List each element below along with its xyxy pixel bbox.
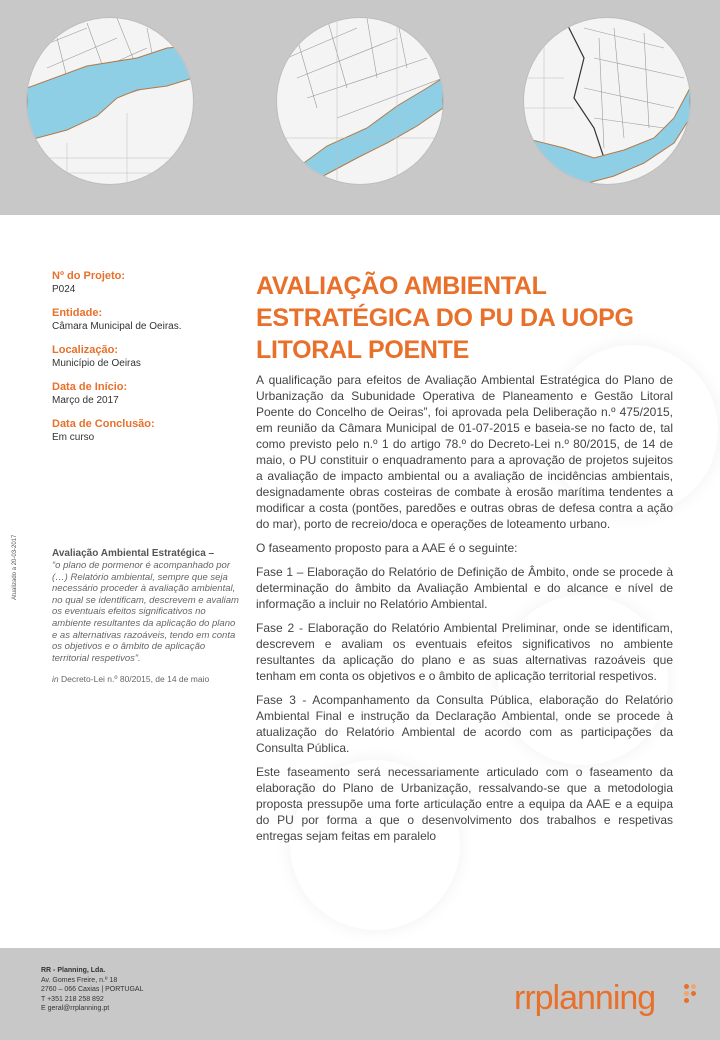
quote-source-prefix: in: [52, 674, 59, 685]
page-title: AVALIAÇÃO AMBIENTAL ESTRATÉGICA DO PU DA UOPG LITORAL POENTE: [256, 272, 634, 364]
company-postcode: 2760 – 066 Caxias | PORTUGAL: [41, 986, 144, 994]
logo-dots-icon: [684, 984, 700, 1006]
meta-value: Março de 2017: [52, 395, 119, 406]
meta-value: Em curso: [52, 432, 95, 443]
meta-end-date: [52, 418, 232, 444]
company-phone: T +351 218 258 892: [41, 995, 104, 1003]
paragraph: A qualificação para efeitos de Avaliação Ambiental Estratégica do Plano de Urbanização da Subunidade Operativa de Planeamento e Gestão Litoral Poente do Concelho de Oeiras”, foi aprovada pela Deliberação n.º 475/2015, em reunião da Câmara Municipal de 01-07-2015 e baseia-se no facto de, tal como previsto pelo n.º 1 do artigo 78.º do Decreto-Lei n.º 80/2015, de 14 de maio, o PU constituir o enquadramento para a aprovação de projetos sujeitos a avaliação de impacto ambiental ou a avaliação de incidências ambientais, designadamente obras costeiras de combate à erosão marítima tendentes a modificar a costa (pontões, paredões e outras obras de defesa contra a ação do mar), porto de recreio/doca e operações de loteamento urbano.: [256, 373, 673, 531]
quote-source-text: Decreto-Lei n.º 80/2015, de 14 de maio: [61, 674, 210, 685]
legal-quote: [52, 548, 242, 684]
logo-text: rrplanning: [514, 979, 656, 1017]
footer: [0, 948, 720, 1040]
company-contact: [41, 966, 143, 1014]
paragraph: Fase 1 – Elaboração do Relatório de Definição de Âmbito, onde se procede à determinação do âmbito da Avaliação Ambiental e do alcance e nível de informação a incluir no Relatório Ambiental.: [256, 565, 673, 611]
meta-project-number: [52, 270, 232, 296]
paragraph: Fase 2 - Elaboração do Relatório Ambiental Preliminar, onde se identificam, descrevem e avaliam os eventuais efeitos significativos no ambiente resultantes da aplicação do plano e as suas alternativas razoáveis que tenham em conta os objetivos e o âmbito de aplicação territorial respetivos.: [256, 621, 673, 683]
paragraph: Este faseamento será necessariamente articulado com o faseamento da elaboração do Plano de Urbanização, ressalvando-se que a metodologia proposta pressupõe uma forte articulação entre a equipa da AAE e a equipa do PU por forma a que o desenvolvimento dos trabalhos e respetivas entregas sejam feitas em paralelo: [256, 765, 673, 843]
meta-value: Município de Oeiras: [52, 358, 141, 369]
meta-label: Data de Conclusão:: [52, 418, 155, 430]
meta-value: P024: [52, 284, 76, 295]
meta-entity: [52, 307, 232, 333]
quote-title: Avaliação Ambiental Estratégica –: [52, 548, 215, 559]
meta-label: Nº do Projeto:: [52, 270, 126, 282]
header-map-band: [0, 0, 720, 215]
company-name: RR - Planning, Lda.: [41, 967, 106, 974]
rrplanning-logo: [514, 978, 704, 1018]
meta-value: Câmara Municipal de Oeiras.: [52, 321, 182, 332]
meta-label: Data de Início:: [52, 381, 128, 393]
meta-label: Entidade:: [52, 307, 103, 319]
meta-label: Localização:: [52, 344, 119, 356]
quote-source: [52, 674, 242, 684]
map-view-right: [524, 18, 690, 184]
paragraph: Fase 3 - Acompanhamento da Consulta Pública, elaboração do Relatório Ambiental Final e instrução da Declaração Ambiental, onde se procede à atualização do Relatório Ambiental de acordo com as participações da Consulta Pública.: [256, 693, 673, 755]
company-address: Av. Gomes Freire, n.º 18: [41, 976, 118, 984]
body-text: [256, 372, 673, 852]
updated-date: Atualizado a 20-03-2017: [12, 534, 18, 600]
meta-location: [52, 344, 232, 370]
paragraph: O faseamento proposto para a AAE é o seguinte:: [256, 541, 518, 555]
project-metadata: [52, 270, 232, 455]
map-view-left: [27, 18, 193, 184]
quote-text: “o plano de pormenor é acompanhado por (…) Relatório ambiental, sempre que seja necessário proceder à avaliação ambiental, no qual se identificam, descrevem e avaliam os eventuais efeitos significativos no ambiente resultantes da aplicação do plano e as alternativas razoáveis, tendo em conta os objetivos e o âmbito de aplicação territorial respetivos”.: [52, 560, 239, 664]
meta-start-date: [52, 381, 232, 407]
company-email[interactable]: E geral@rrplanning.pt: [41, 1005, 110, 1013]
map-view-center: [277, 18, 443, 184]
